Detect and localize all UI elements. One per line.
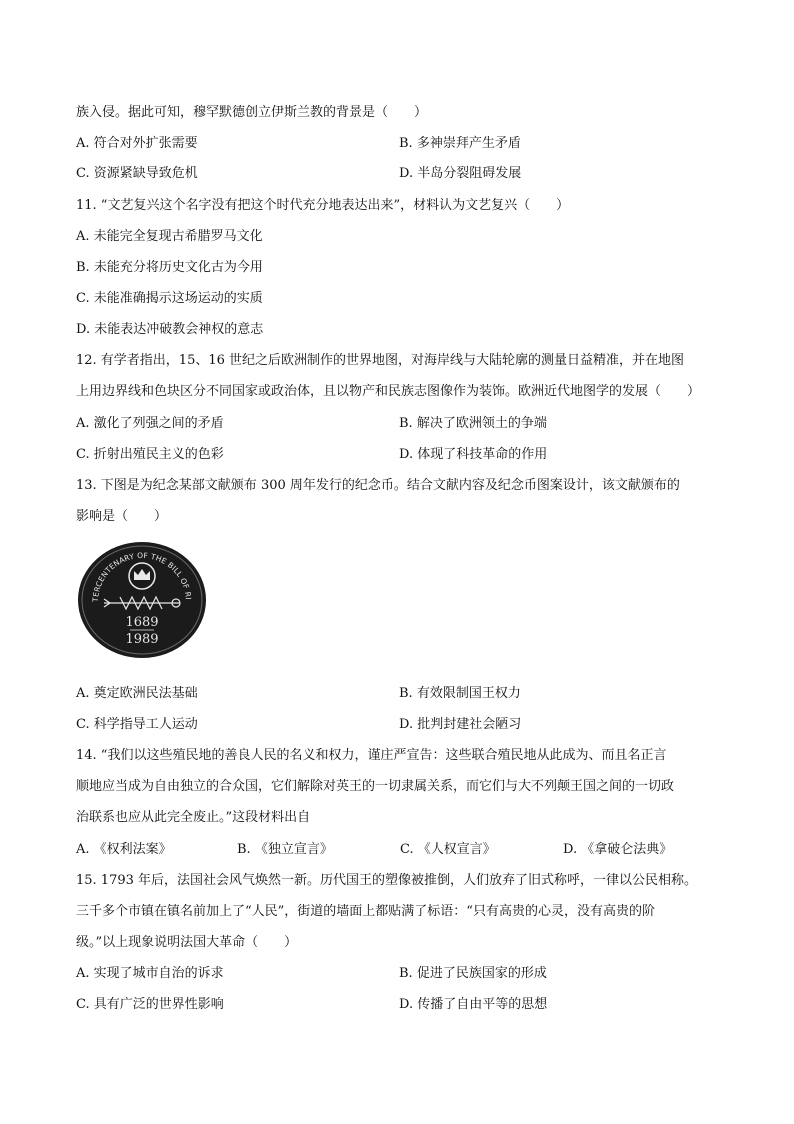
- q12-option-b: B. 解决了欧洲领土的争端: [399, 416, 547, 431]
- q13-option-a: A. 奠定欧洲民法基础: [76, 686, 198, 701]
- coin-year-top: 1689: [125, 615, 159, 630]
- q15-option-b: B. 促进了民族国家的形成: [399, 966, 547, 981]
- q10-option-a: A. 符合对外扩张需要: [76, 136, 198, 151]
- q15-stem-line2: 三千多个市镇在镇名前加上了“人民”，街道的墙面上都贴满了标语：“只有高贵的心灵，没有高贵的阶: [76, 904, 655, 919]
- q14-option-d: D. 《拿破仑法典》: [563, 842, 673, 857]
- q13-option-c: C. 科学指导工人运动: [76, 717, 198, 732]
- q11-option-a: A. 未能完全复现古希腊罗马文化: [76, 229, 263, 244]
- q14-option-b: B. 《独立宣言》: [237, 842, 333, 857]
- q12-option-c: C. 折射出殖民主义的色彩: [76, 447, 224, 462]
- q14-option-a: A. 《权利法案》: [76, 842, 172, 857]
- q12-option-d: D. 体现了科技革命的作用: [399, 447, 548, 462]
- q13-option-d: D. 批判封建社会陋习: [399, 717, 522, 732]
- q10-option-b: B. 多神崇拜产生矛盾: [399, 136, 521, 151]
- q12-stem-line2: 上用边界线和色块区分不同国家或政治体，且以物产和民族志图像作为装饰。欧洲近代地图学的发展（ ）: [76, 384, 701, 399]
- q11-option-b: B. 未能充分将历史文化古为今用: [76, 260, 263, 275]
- q15-stem-line3: 级。”以上现象说明法国大革命（ ）: [76, 935, 298, 950]
- q13-stem-line1: 13. 下图是为纪念某部文献颁布 300 周年发行的纪念币。结合文献内容及纪念币图案设计，该文献颁布的: [76, 478, 680, 493]
- q10-option-c: C. 资源紧缺导致危机: [76, 166, 198, 181]
- coin-svg: [76, 540, 208, 660]
- commemorative-coin-image: [76, 540, 208, 660]
- q11-stem: 11. “文艺复兴这个名字没有把这个时代充分地表达出来”，材料认为文艺复兴（ ）: [76, 198, 570, 213]
- q15-option-c: C. 具有广泛的世界性影响: [76, 997, 224, 1012]
- q12-stem-line1: 12. 有学者指出，15、16 世纪之后欧洲制作的世界地图，对海岸线与大陆轮廓的测量日益精准，并在地图: [76, 353, 685, 368]
- q13-stem-line2: 影响是（ ）: [76, 509, 168, 524]
- q15-stem-line1: 15. 1793 年后，法国社会风气焕然一新。历代国王的塑像被推倒，人们放弃了旧式称呼，一律以公民相称。: [76, 873, 698, 888]
- q14-stem-line3: 治联系也应从此完全废止。”这段材料出自: [76, 810, 311, 825]
- q10-option-d: D. 半岛分裂阻碍发展: [399, 166, 522, 181]
- q13-option-b: B. 有效限制国王权力: [399, 686, 521, 701]
- q11-option-d: D. 未能表达冲破教会神权的意志: [76, 322, 264, 337]
- q11-option-c: C. 未能准确揭示这场运动的实质: [76, 291, 263, 306]
- q14-stem-line1: 14. “我们以这些殖民地的善良人民的名义和权力，谨庄严宣告：这些联合殖民地从此成为、而且名正言: [76, 748, 667, 763]
- coin-year-bottom: 1989: [125, 632, 159, 647]
- q14-option-c: C. 《人权宣言》: [400, 842, 496, 857]
- coin-ring-text: TERCENTENARY OF THE BILL OF RI: [90, 550, 193, 603]
- q15-option-d: D. 传播了自由平等的思想: [399, 997, 548, 1012]
- q14-stem-line2: 顺地应当成为自由独立的合众国，它们解除对英王的一切隶属关系，而它们与大不列颠王国之间的一切政: [76, 779, 675, 794]
- q10-stem-continued: 族入侵。据此可知，穆罕默德创立伊斯兰教的背景是（ ）: [76, 105, 428, 120]
- q12-option-a: A. 激化了列强之间的矛盾: [76, 416, 224, 431]
- q15-option-a: A. 实现了城市自治的诉求: [76, 966, 224, 981]
